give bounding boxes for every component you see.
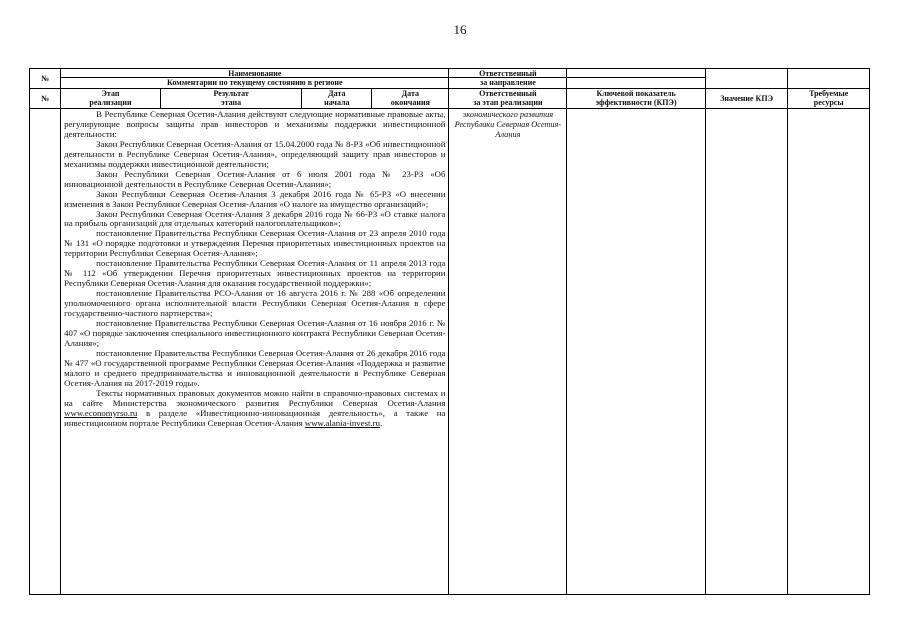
- resources-cell: [788, 109, 870, 595]
- header-result-line2: этапа: [221, 98, 242, 107]
- header-responsible-direction-line2: за направление: [480, 78, 536, 87]
- body-num-cell: [30, 109, 61, 595]
- header-empty-3: [788, 69, 870, 89]
- header-resources-line1: Требуемые: [809, 89, 849, 98]
- sources-text-3: .: [379, 417, 383, 428]
- paragraph: Закон Республики Северная Осетия-Алания от 15.04.2000 года № 8-РЗ «Об инвестиционной деятельности в Республике Северная Осетия-Алания», определяющий защиту прав инвесторов и механизмы поддержки инвестиционной деятельности;: [64, 138, 446, 169]
- header-stage-line2: реализации: [89, 98, 132, 107]
- header-comments: Комментарии по текущему состоянию в регионе: [167, 78, 343, 87]
- header-name: Наименование: [228, 69, 282, 78]
- header-num-1: №: [30, 69, 61, 89]
- header-result: [160, 89, 302, 109]
- header-kpi-line2: эффективности (КПЭ): [595, 98, 677, 107]
- paragraph-sources: [64, 389, 445, 429]
- header-stage: [61, 89, 161, 109]
- measures-table: [29, 68, 870, 595]
- paragraph: постановление Правительства Республики Северная Осетия-Алания от 11 апреля 2013 года № 112 «Об утверждении Перечня приоритетных инвестиционных проектов на территории Республики Северная Осетия-Алания для оказания государственной поддержки»;: [64, 258, 446, 289]
- sources-text-2: в разделе «Инвестиционно-инновационная деятельность», а также на инвестиционном портале Республики Северная Осетия-Алания: [64, 407, 446, 428]
- header-kpi-value: Значение КПЭ: [705, 89, 788, 109]
- paragraph: постановление Правительства Республики Северная Осетия-Алания от 26 декабря 2016 года № 477 «О государственной программе Республики Северная Осетия-Алания «Поддержка и развитие малого и среднего предпринимательства и инновационной деятельности в Республике Северная Осетия-Алания на 2017-2019 годы».: [64, 347, 446, 388]
- header-responsible-stage-line2: за этап реализации: [473, 98, 543, 107]
- header-responsible-direction-line1: Ответственный: [479, 69, 537, 78]
- header-num-2: №: [30, 89, 61, 109]
- header-kpi-line1: Ключевой показатель: [596, 89, 676, 98]
- paragraph: Закон Республики Северная Осетия-Алания от 6 июля 2001 года № 23-РЗ «Об инновационной деятельности в Республике Северная Осетия-Алания»;: [64, 168, 446, 189]
- kpi-value-cell: [705, 109, 788, 595]
- header-row-2: [30, 89, 870, 109]
- header-empty-1: [567, 69, 705, 89]
- paragraph: постановление Правительства РСО-Алания от 16 августа 2016 г. № 288 «Об определении уполномоченного органа исполнительной власти Республики Северная Осетия-Алания в сфере государственно-частного партнерства»;: [64, 288, 446, 319]
- header-responsible-stage-line1: Ответственный: [479, 89, 537, 98]
- paragraph: постановление Правительства Республики Северная Осетия-Алания от 16 ноября 2016 г. № 407 «О порядке заключения специального инвестиционного контракта Республики Северная Осетия-Алания»;: [64, 318, 446, 348]
- comments-text: [61, 109, 449, 595]
- page-number: 16: [453, 22, 467, 37]
- body-row: [30, 109, 870, 595]
- header-responsible-stage: [449, 89, 567, 109]
- header-end-line2: окончания: [390, 98, 430, 107]
- header-kpi: [567, 89, 705, 109]
- header-result-line1: Результат: [213, 89, 249, 98]
- paragraph: В Республике Северная Осетия-Алания действуют следующие нормативные правовые акты, регулирующие вопросы защиты прав инвесторов и механизмы поддержки инвестиционной деятельности:: [64, 109, 446, 139]
- header-end-line1: Дата: [401, 89, 419, 98]
- header-start-line2: начала: [324, 98, 350, 107]
- paragraph: постановление Правительства Республики Северная Осетия-Алания от 23 апреля 2010 года № 131 «О порядке подготовки и утверждения Перечня приоритетных инвестиционных проектов на территории Республики Северная Осетия-Алания»;: [64, 228, 446, 259]
- economyrso-link[interactable]: www.economyrso.ru: [64, 407, 138, 418]
- header-name-cell: [61, 69, 449, 89]
- header-responsible-direction: [449, 69, 567, 89]
- header-end-date: [372, 89, 449, 109]
- alania-invest-link[interactable]: www.alania-invest.ru: [304, 417, 380, 428]
- sources-text-1: Тексты нормативных правовых документов можно найти в справочно-правовых системах и на сайте Министерства экономического развития Республики Северная Осетия-Алания: [64, 387, 446, 408]
- responsible-cell: экономического развития Республики Северная Осетия-Алания: [449, 109, 567, 595]
- header-row-1: [30, 69, 870, 89]
- header-resources: [788, 89, 870, 109]
- header-stage-line1: Этап: [101, 89, 120, 98]
- kpi-cell: [567, 109, 705, 595]
- header-start-line1: Дата: [328, 89, 346, 98]
- paragraph: Закон Республики Северная Осетия-Алания 3 декабря 2016 года № 66-РЗ «О ставке налога на прибыль организаций для отдельных категорий налогоплательщиков»;: [64, 208, 446, 229]
- header-empty-2: [705, 69, 788, 89]
- header-start-date: [302, 89, 372, 109]
- paragraph: Закон Республики Северная Осетия-Алания 3 декабря 2016 года № 65-РЗ «О внесении изменения в Закон Республики Северная Осетия-Алания «О налоге на имущество организаций»;: [64, 188, 446, 209]
- header-resources-line2: ресурсы: [813, 98, 844, 107]
